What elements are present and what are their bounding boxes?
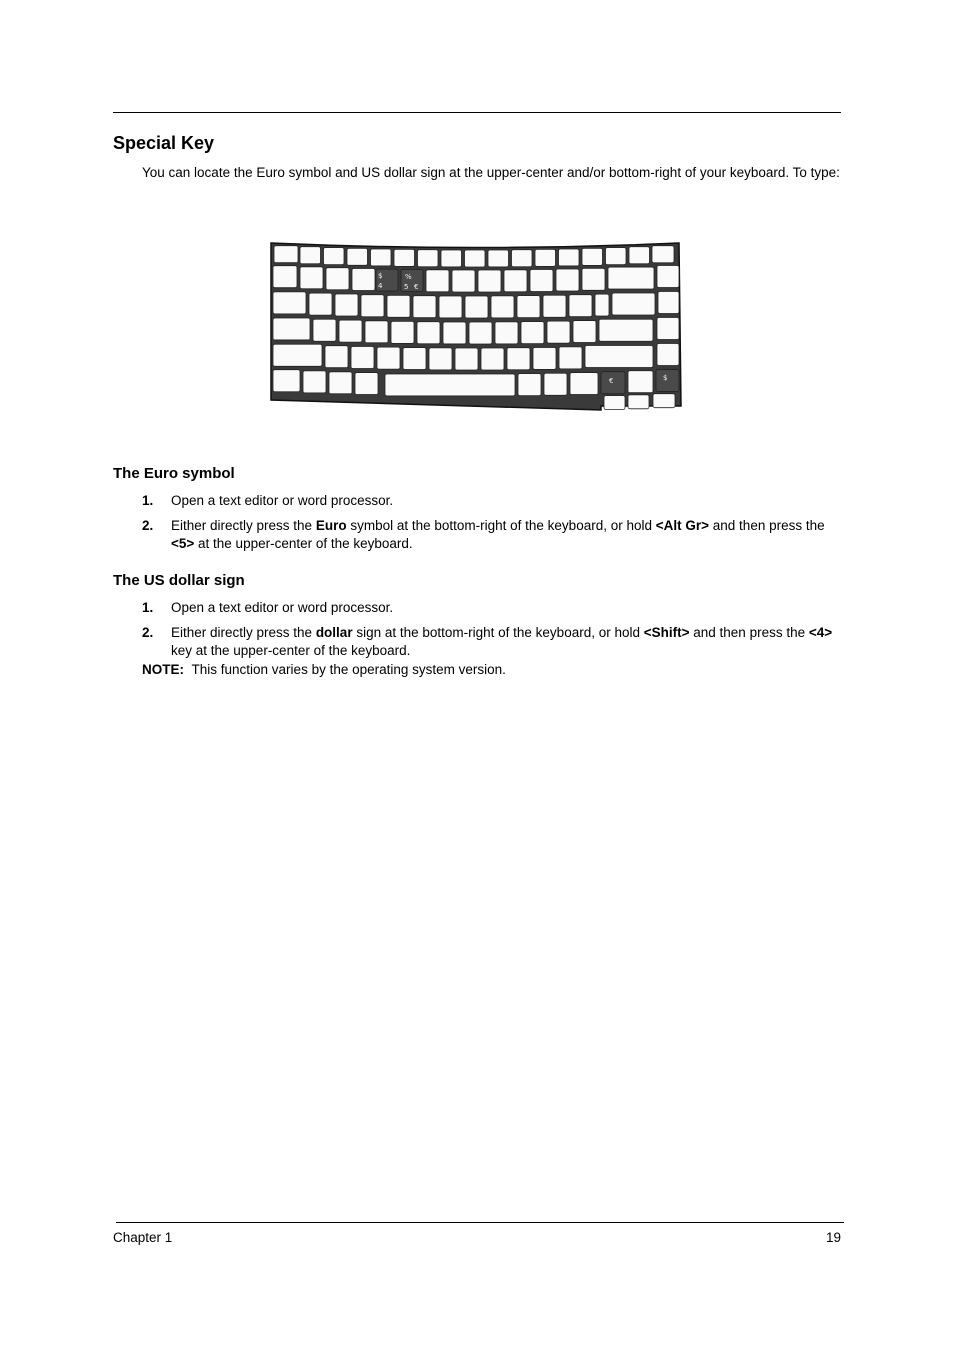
euro-section-title: The Euro symbol xyxy=(113,465,235,482)
keyboard-key xyxy=(657,318,679,340)
keyboard-key xyxy=(629,247,650,264)
keyboard-key xyxy=(347,248,368,265)
keyboard-key xyxy=(512,250,533,267)
intro-paragraph: You can locate the Euro symbol and US dollar sign at the upper-center and/or bottom-right of your keyboard. To type: xyxy=(142,165,840,180)
page-title: Special Key xyxy=(113,133,215,153)
keyboard-key xyxy=(391,321,414,343)
keyboard-key xyxy=(657,344,679,366)
dollar-key-term: dollar xyxy=(315,625,353,640)
keyboard-key xyxy=(365,321,388,343)
keyboard-key xyxy=(385,374,515,396)
keyboard-key xyxy=(543,295,566,317)
keyboard-key xyxy=(465,296,488,318)
keyboard-key xyxy=(547,321,570,343)
keyboard-key xyxy=(300,247,321,264)
keyboard-key xyxy=(273,266,297,288)
keyboard-illustration xyxy=(268,240,682,412)
keyboard-key xyxy=(273,370,300,392)
step-text: Open a text editor or word processor. xyxy=(171,600,394,615)
key-euro-bottom-label: € xyxy=(609,377,614,385)
keyboard-key xyxy=(595,294,609,316)
header-rule xyxy=(113,112,841,113)
alt-gr-key-term: <Alt Gr> xyxy=(655,518,710,533)
note-label: NOTE: xyxy=(142,662,184,677)
keyboard-key xyxy=(455,348,478,370)
keyboard-key xyxy=(339,320,362,342)
keyboard-key xyxy=(403,348,426,370)
keyboard-key xyxy=(657,266,679,288)
footer-page-number: 19 xyxy=(826,1230,842,1245)
keyboard-key xyxy=(521,322,544,344)
keyboard-key xyxy=(653,394,675,408)
step-number: 2. xyxy=(142,625,154,640)
keyboard-key xyxy=(582,248,603,265)
step-text: Either directly press the Euro symbol at the bottom-right of the keyboard, or hold <Alt Gr> and then press the <5> at the upper-center of the keyboard. xyxy=(171,518,825,551)
keyboard-key xyxy=(335,294,358,316)
keyboard-key xyxy=(469,322,492,344)
keyboard-key xyxy=(608,267,654,289)
keyboard-key xyxy=(361,295,384,317)
keyboard-key xyxy=(570,373,598,395)
keyboard-key xyxy=(533,347,556,369)
keyboard-key xyxy=(417,322,440,344)
keyboard-key xyxy=(309,293,332,315)
euro-key-term: Euro xyxy=(315,518,347,533)
keyboard-key xyxy=(326,268,349,290)
keyboard-key xyxy=(628,395,649,409)
keyboard-key xyxy=(628,371,653,393)
keyboard-key xyxy=(495,322,518,344)
euro-step-2 xyxy=(142,517,842,552)
keyboard-key xyxy=(394,249,415,266)
keyboard-key xyxy=(300,267,323,289)
dollar-step-1 xyxy=(142,599,842,617)
key-percent-label: % xyxy=(405,273,412,281)
keyboard-key xyxy=(273,318,310,340)
step-number: 2. xyxy=(142,518,154,533)
keyboard-key xyxy=(313,319,336,341)
keyboard-key xyxy=(535,249,556,266)
footer-chapter: Chapter 1 xyxy=(113,1230,173,1245)
keyboard-key xyxy=(518,374,541,396)
dollar-step-2 xyxy=(142,624,842,659)
highlighted-key xyxy=(656,370,679,392)
key-euro-label: € xyxy=(414,283,419,291)
keyboard-image xyxy=(268,240,682,412)
keyboard-key xyxy=(573,321,596,343)
keyboard-key xyxy=(355,373,378,395)
keyboard-key xyxy=(387,295,410,317)
keyboard-key xyxy=(544,373,567,395)
keyboard-key xyxy=(582,268,605,290)
keyboard-key xyxy=(324,248,345,265)
keyboard-key xyxy=(530,269,553,291)
keyboard-key xyxy=(377,347,400,369)
four-key-term: <4> xyxy=(808,625,833,640)
keyboard-key xyxy=(481,348,504,370)
keyboard-key xyxy=(599,319,653,341)
keyboard-key xyxy=(452,270,475,292)
keyboard-key xyxy=(585,346,653,368)
key-five-label: 5 xyxy=(404,283,409,291)
keyboard-key xyxy=(569,295,592,317)
step-number: 1. xyxy=(142,493,154,508)
key-dollar-bottom-label: $ xyxy=(663,374,668,382)
step-text: Either directly press the dollar sign at the bottom-right of the keyboard, or hold <Shift> and then press the <4> key at the upper-center of the keyboard. xyxy=(171,625,833,658)
keyboard-key xyxy=(504,270,527,292)
keyboard-key xyxy=(418,250,439,267)
dollar-section-title: The US dollar sign xyxy=(113,572,245,589)
keyboard-key xyxy=(439,296,462,318)
note-text: This function varies by the operating system version. xyxy=(191,662,506,677)
keyboard-key xyxy=(441,250,462,267)
keyboard-key xyxy=(274,246,298,263)
keyboard-key xyxy=(491,296,514,318)
note xyxy=(142,662,506,677)
five-key-term: <5> xyxy=(171,535,195,551)
keyboard-key xyxy=(303,371,326,393)
keyboard-key xyxy=(443,322,466,344)
keyboard-key xyxy=(329,372,352,394)
key-dollar-label: $ xyxy=(378,272,383,280)
keyboard-key xyxy=(429,348,452,370)
euro-step-1 xyxy=(142,492,842,510)
keyboard-key xyxy=(606,248,627,265)
key-four-label: 4 xyxy=(378,282,383,290)
keyboard-key xyxy=(465,250,486,267)
keyboard-key xyxy=(658,292,679,314)
keyboard-key xyxy=(371,249,392,266)
keyboard-key xyxy=(604,396,625,410)
keyboard-key xyxy=(426,270,449,292)
step-number: 1. xyxy=(142,600,154,615)
keyboard-key xyxy=(612,293,655,315)
footer-rule xyxy=(116,1222,844,1223)
keyboard-key xyxy=(478,270,501,292)
keyboard-key xyxy=(652,246,674,263)
step-text: Open a text editor or word processor. xyxy=(171,493,394,508)
keyboard-key xyxy=(325,346,348,368)
keyboard-key xyxy=(507,348,530,370)
keyboard-key xyxy=(556,269,579,291)
keyboard-key xyxy=(559,347,582,369)
keyboard-key xyxy=(559,249,580,266)
keyboard-key xyxy=(273,344,322,366)
keyboard-key xyxy=(351,346,374,368)
keyboard-key xyxy=(413,296,436,318)
keyboard-key xyxy=(273,292,306,314)
keyboard-key xyxy=(517,296,540,318)
keyboard-key xyxy=(352,269,375,291)
shift-key-term: <Shift> xyxy=(643,625,690,640)
keyboard-key xyxy=(488,250,509,267)
